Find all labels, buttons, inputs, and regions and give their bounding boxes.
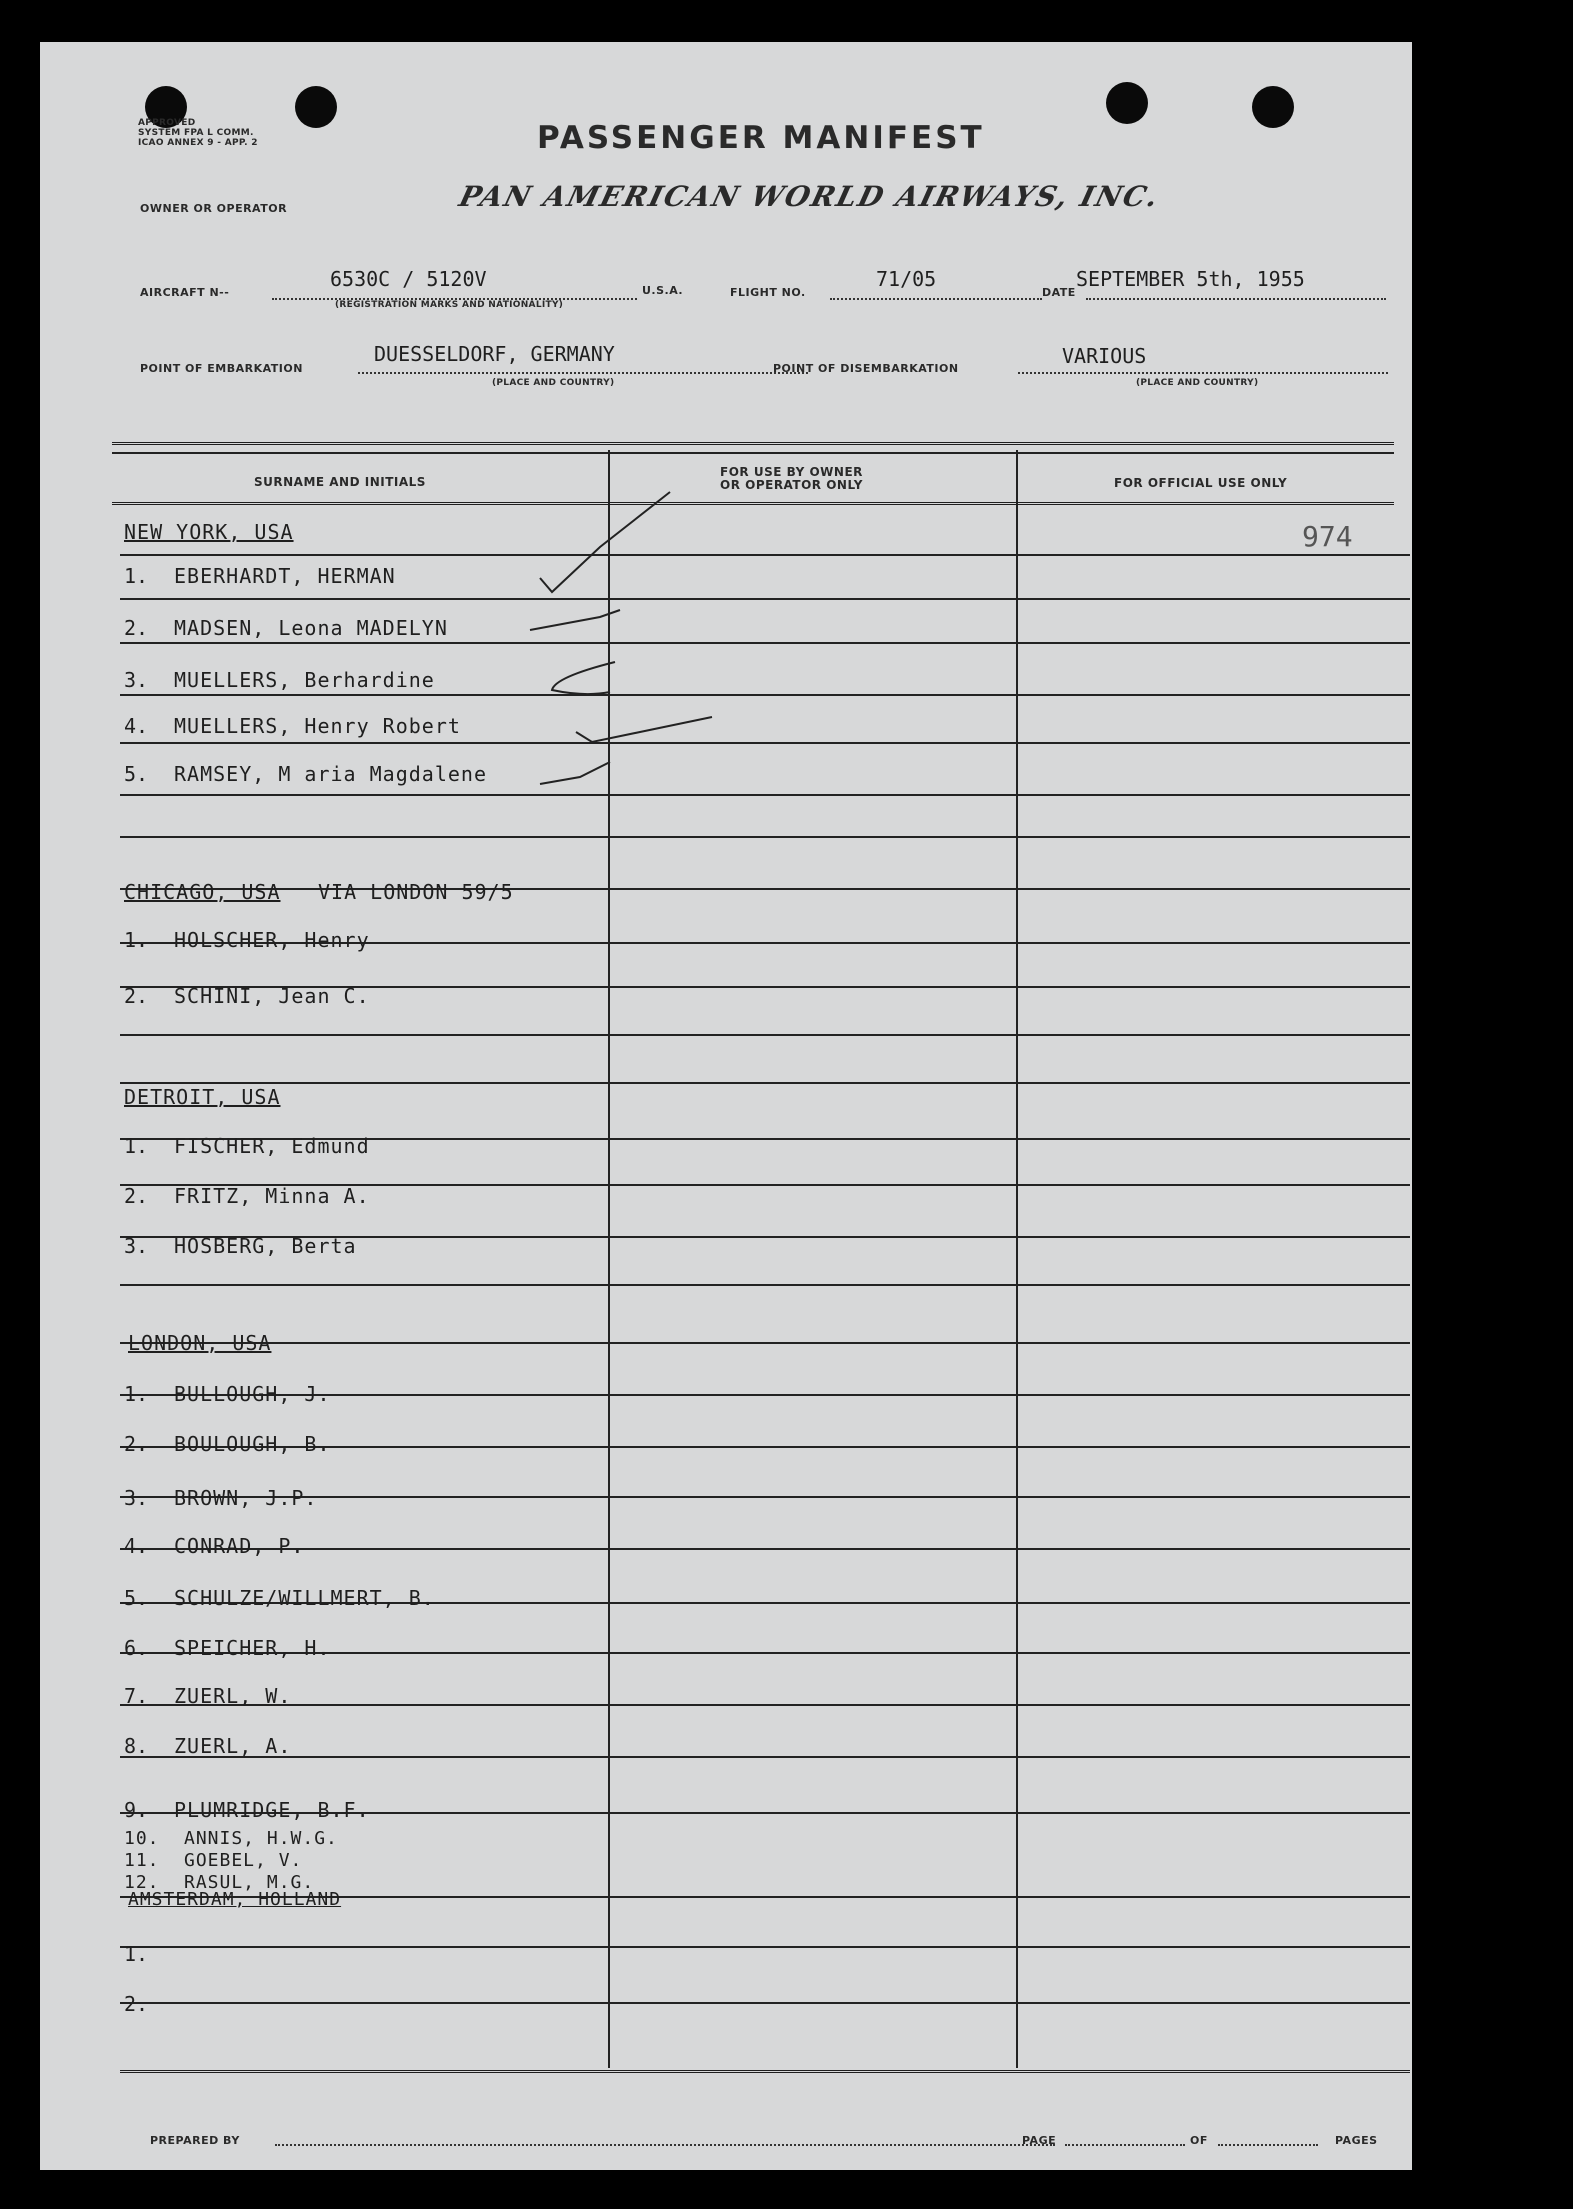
passenger-name: PLUMRIDGE, B.F. bbox=[174, 1798, 370, 1822]
document-title: PASSENGER MANIFEST bbox=[537, 120, 985, 156]
passenger-name: FISCHER, Edmund bbox=[174, 1134, 370, 1158]
passenger-name: BOULOUGH, B. bbox=[174, 1432, 331, 1456]
passenger-name: GOEBEL, V. bbox=[184, 1850, 303, 1871]
passenger-name: HOSBERG, Berta bbox=[174, 1234, 357, 1258]
aircraft-value: 6530C / 5120V bbox=[330, 267, 487, 291]
disembark-label: POINT OF DISEMBARKATION bbox=[773, 362, 959, 375]
passenger-name: HOLSCHER, Henry bbox=[174, 928, 370, 952]
section-heading: NEW YORK, USA bbox=[124, 520, 294, 544]
entry-number: 4. bbox=[124, 714, 149, 738]
embark-value: DUESSELDORF, GERMANY bbox=[374, 342, 615, 366]
entry-number: 10. bbox=[124, 1828, 160, 1849]
entry-number: 12. bbox=[124, 1872, 160, 1893]
passenger-name: BULLOUGH, J. bbox=[174, 1382, 331, 1406]
entry-number: 4. bbox=[124, 1534, 149, 1558]
entry-number: 5. bbox=[124, 762, 149, 786]
passenger-name: SCHULZE/WILLMERT, B. bbox=[174, 1586, 435, 1610]
approval-line: ICAO ANNEX 9 - APP. 2 bbox=[138, 138, 258, 148]
airline-name: PAN AMERICAN WORLD AIRWAYS, INC. bbox=[455, 180, 1164, 213]
owner-header-line: FOR USE BY OWNER bbox=[720, 465, 863, 479]
entry-number: 1. bbox=[124, 564, 149, 588]
entry-number: 3. bbox=[124, 1234, 149, 1258]
registration-note: (REGISTRATION MARKS AND NATIONALITY) bbox=[335, 300, 564, 310]
check-mark bbox=[576, 717, 712, 742]
passenger-name: FRITZ, Minna A. bbox=[174, 1184, 370, 1208]
entry-number: 11. bbox=[124, 1850, 160, 1871]
passenger-name: MUELLERS, Berhardine bbox=[174, 668, 435, 692]
passenger-name: BROWN, J.P. bbox=[174, 1486, 318, 1510]
check-marks bbox=[40, 42, 1412, 2170]
page-line bbox=[1065, 2144, 1185, 2146]
passenger-name: MUELLERS, Henry Robert bbox=[174, 714, 461, 738]
flight-value: 71/05 bbox=[876, 267, 937, 291]
check-mark bbox=[540, 762, 610, 784]
entry-number: 1. bbox=[124, 1382, 149, 1406]
column-header-official: FOR OFFICIAL USE ONLY bbox=[1114, 476, 1288, 490]
date-value: SEPTEMBER 5th, 1955 bbox=[1076, 267, 1305, 291]
check-mark bbox=[552, 662, 615, 694]
date-label: DATE bbox=[1042, 286, 1076, 299]
of-line bbox=[1218, 2144, 1318, 2146]
place-country-note: (PLACE AND COUNTRY) bbox=[492, 378, 615, 388]
owner-label: OWNER OR OPERATOR bbox=[140, 202, 288, 215]
prepared-by-label: PREPARED BY bbox=[150, 2134, 240, 2147]
approval-line: SYSTEM FPA L COMM. bbox=[138, 128, 254, 138]
place-country-note-2: (PLACE AND COUNTRY) bbox=[1136, 378, 1259, 388]
entry-number: 2. bbox=[124, 1184, 149, 1208]
aircraft-label: AIRCRAFT N-- bbox=[140, 286, 230, 299]
entry-number: 1. bbox=[124, 928, 149, 952]
official-mark: 974 bbox=[1302, 520, 1353, 553]
passenger-name: RAMSEY, M aria Magdalene bbox=[174, 762, 487, 786]
pages-label: PAGES bbox=[1335, 2134, 1378, 2147]
entry-number: 1. bbox=[124, 1134, 149, 1158]
passenger-name: SPEICHER, H. bbox=[174, 1636, 331, 1660]
passenger-name: ANNIS, H.W.G. bbox=[184, 1828, 338, 1849]
column-header-names: SURNAME AND INITIALS bbox=[254, 475, 426, 489]
entry-number: 9. bbox=[124, 1798, 149, 1822]
section-heading: AMSTERDAM, HOLLAND bbox=[128, 1889, 342, 1910]
entry-number: 2. bbox=[124, 1432, 149, 1456]
entry-number: 2. bbox=[124, 984, 149, 1008]
check-mark bbox=[530, 610, 620, 630]
nationality: U.S.A. bbox=[642, 284, 684, 297]
section-heading: DETROIT, USA bbox=[124, 1085, 281, 1109]
passenger-name: ZUERL, W. bbox=[174, 1684, 292, 1708]
entry-number: 2. bbox=[124, 616, 149, 640]
section-heading: CHICAGO, USA bbox=[124, 880, 281, 904]
owner-header-line: OR OPERATOR ONLY bbox=[720, 478, 863, 492]
entry-number: 3. bbox=[124, 668, 149, 692]
passenger-name: EBERHARDT, HERMAN bbox=[174, 564, 396, 588]
disembark-value: VARIOUS bbox=[1062, 344, 1147, 368]
approval-line: APPROVED bbox=[138, 118, 196, 128]
section-heading: LONDON, USA bbox=[128, 1331, 272, 1355]
check-mark bbox=[540, 492, 670, 592]
section-route-note: VIA LONDON 59/5 bbox=[318, 880, 514, 904]
of-label: OF bbox=[1190, 2134, 1208, 2147]
entry-number: 7. bbox=[124, 1684, 149, 1708]
passenger-name: MADSEN, Leona MADELYN bbox=[174, 616, 448, 640]
passenger-name: CONRAD, P. bbox=[174, 1534, 305, 1558]
entry-number: 2. bbox=[124, 1992, 149, 2016]
manifest-page bbox=[40, 42, 1412, 2170]
passenger-name: ZUERL, A. bbox=[174, 1734, 292, 1758]
embark-label: POINT OF EMBARKATION bbox=[140, 362, 303, 375]
entry-number: 3. bbox=[124, 1486, 149, 1510]
flight-label: FLIGHT NO. bbox=[730, 286, 806, 299]
entry-number: 1. bbox=[124, 1942, 149, 1966]
table-bottom-rule bbox=[120, 2070, 1410, 2073]
passenger-name: RASUL, M.G. bbox=[184, 1872, 315, 1893]
entry-number: 8. bbox=[124, 1734, 149, 1758]
page-label: PAGE bbox=[1022, 2134, 1057, 2147]
entry-number: 6. bbox=[124, 1636, 149, 1660]
entry-number: 5. bbox=[124, 1586, 149, 1610]
passenger-name: SCHINI, Jean C. bbox=[174, 984, 370, 1008]
prepared-by-line bbox=[275, 2144, 1055, 2146]
